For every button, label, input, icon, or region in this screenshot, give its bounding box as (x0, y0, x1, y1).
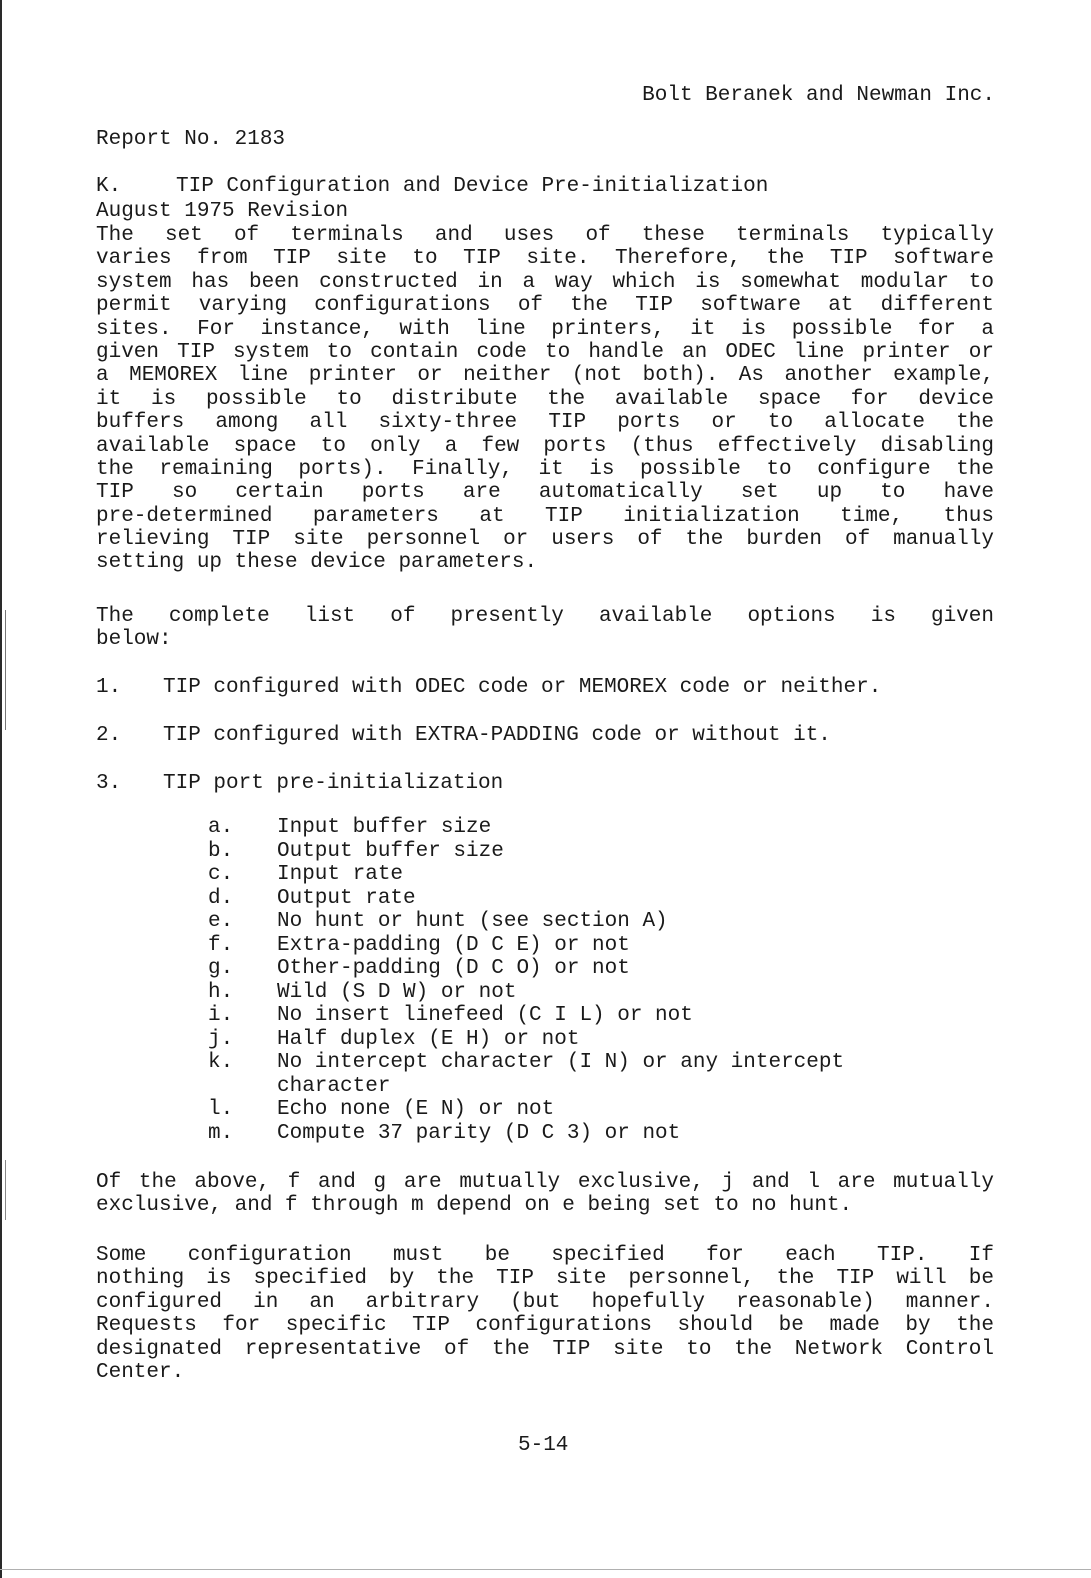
sublist-item (208, 981, 844, 1005)
sublist-text: Extra-padding (D C E) or not (277, 933, 630, 957)
text-line: sites. For instance, with line printers, it is possible for a (96, 317, 994, 341)
text-line: given TIP system to contain code to handle an ODEC line printer or (96, 340, 994, 364)
report-number: Report No. 2183 (96, 128, 286, 151)
item-number: 2. (96, 724, 122, 747)
item-number: 3. (96, 772, 122, 795)
scan-edge-bottom (0, 1569, 1091, 1570)
scan-edge-left (0, 0, 2, 1578)
sublist-text: Echo none (E N) or not (277, 1098, 555, 1121)
text-line: Requests for specific TIP configurations should be made by the (96, 1314, 994, 1338)
item-text: TIP configured with ODEC code or MEMOREX code or neither. (163, 676, 882, 699)
sublist-letter: e. (208, 910, 234, 933)
text-line: varies from TIP site to TIP site. Therefore, the TIP software (96, 247, 994, 271)
text-line: setting up these device parameters. (96, 551, 538, 575)
text-line: nothing is specified by the TIP site personnel, the TIP will be (96, 1267, 994, 1291)
text-line: Center. (96, 1360, 185, 1384)
paragraph-intro (96, 224, 994, 575)
text-line: a MEMOREX line printer or neither (not both). As another example, (96, 364, 994, 388)
text-line: it is possible to distribute the available space for device (96, 387, 994, 411)
sublist-text: No insert linefeed (C I L) or not (277, 1004, 693, 1027)
sublist-text: Other-padding (D C O) or not (277, 957, 630, 980)
sublist-text: Output buffer size (277, 839, 504, 863)
sublist-letter (208, 1075, 277, 1099)
sublist-item (208, 887, 844, 911)
text-line: buffers among all sixty-three TIP ports or to allocate the (96, 411, 994, 435)
sublist-text: Input rate (277, 863, 404, 886)
text-line: exclusive, and f through m depend on e being set to no hunt. (96, 1194, 853, 1218)
sublist-letter: f. (208, 933, 234, 957)
text-line: designated representative of the TIP site to the Network Control (96, 1337, 994, 1361)
paragraph-options-intro (96, 605, 994, 652)
sublist-text: Compute 37 parity (D C 3) or not (277, 1121, 681, 1145)
item-text: TIP port pre-initialization (163, 772, 504, 795)
sublist-letter: a. (208, 816, 234, 839)
sublist-letter: g. (208, 957, 234, 980)
text-line: The complete list of presently available options is given (96, 605, 994, 628)
item-number: 1. (96, 676, 122, 699)
text-line: Of the above, f and g are mutually exclusive, j and l are mutually (96, 1171, 994, 1194)
text-line: The set of terminals and uses of these terminals typically (96, 224, 994, 247)
sublist-item (208, 934, 844, 958)
sublist-text: character (277, 1074, 391, 1098)
list-item (96, 676, 881, 699)
sublist-letter: j. (208, 1027, 234, 1051)
sublist-item (208, 1098, 844, 1122)
sublist-text: Input buffer size (277, 816, 492, 839)
text-line: available space to only a few ports (thus effectively disabling (96, 434, 994, 458)
sublist-text: No intercept character (I N) or any intercept (277, 1051, 845, 1074)
section-title: TIP Configuration and Device Pre-initialization (176, 175, 769, 198)
sublist-text: Output rate (277, 886, 416, 910)
section-letter: K. (96, 175, 122, 198)
sublist-letter: m. (208, 1121, 234, 1145)
text-line: relieving TIP site personnel or users of the burden of manually (96, 528, 994, 552)
list-item (96, 724, 831, 747)
port-options-sublist (208, 816, 844, 1145)
text-line: TIP so certain ports are automatically set up to have (96, 481, 994, 505)
sublist-item (208, 863, 844, 887)
paragraph-configuration-requests (96, 1244, 994, 1384)
text-line: below: (96, 628, 172, 652)
sublist-text: No hunt or hunt (see section A) (277, 910, 668, 933)
text-line: permit varying configurations of the TIP software at different (96, 294, 994, 318)
sublist-item (208, 1051, 844, 1075)
sublist-item (208, 1075, 844, 1099)
sublist-item (208, 957, 844, 981)
page-number: 5-14 (518, 1434, 569, 1457)
sublist-item (208, 910, 844, 934)
options-list (96, 676, 882, 795)
text-line: configured in an arbitrary (but hopefully reasonable) manner. (96, 1290, 994, 1314)
sublist-letter: l. (208, 1098, 234, 1121)
sublist-item (208, 1004, 844, 1028)
scan-mark (5, 1160, 6, 1220)
sublist-letter: h. (208, 980, 234, 1004)
sublist-text: Wild (S D W) or not (277, 980, 517, 1004)
sublist-item (208, 1028, 844, 1052)
text-line: pre-determined parameters at TIP initialization time, thus (96, 504, 994, 528)
paragraph-exclusivity (96, 1171, 994, 1218)
text-line: the remaining ports). Finally, it is possible to configure the (96, 457, 994, 481)
list-item (96, 772, 503, 795)
sublist-text: Half duplex (E H) or not (277, 1027, 580, 1051)
sublist-letter: k. (208, 1051, 234, 1074)
sublist-letter: b. (208, 839, 234, 863)
text-line: system has been constructed in a way which is somewhat modular to (96, 270, 994, 294)
report-header-left (96, 80, 348, 248)
sublist-item (208, 1122, 844, 1146)
sublist-item (208, 840, 844, 864)
sublist-letter: d. (208, 886, 234, 910)
sublist-letter: c. (208, 863, 234, 886)
section-heading (96, 175, 768, 198)
scan-mark (5, 610, 6, 730)
sublist-letter: i. (208, 1004, 234, 1027)
item-text: TIP configured with EXTRA-PADDING code or without it. (163, 724, 831, 747)
company-name: Bolt Beranek and Newman Inc. (642, 84, 995, 107)
sublist-item (208, 816, 844, 840)
text-line: Some configuration must be specified for each TIP. If (96, 1244, 994, 1267)
revision-date: August 1975 Revision (96, 200, 349, 223)
